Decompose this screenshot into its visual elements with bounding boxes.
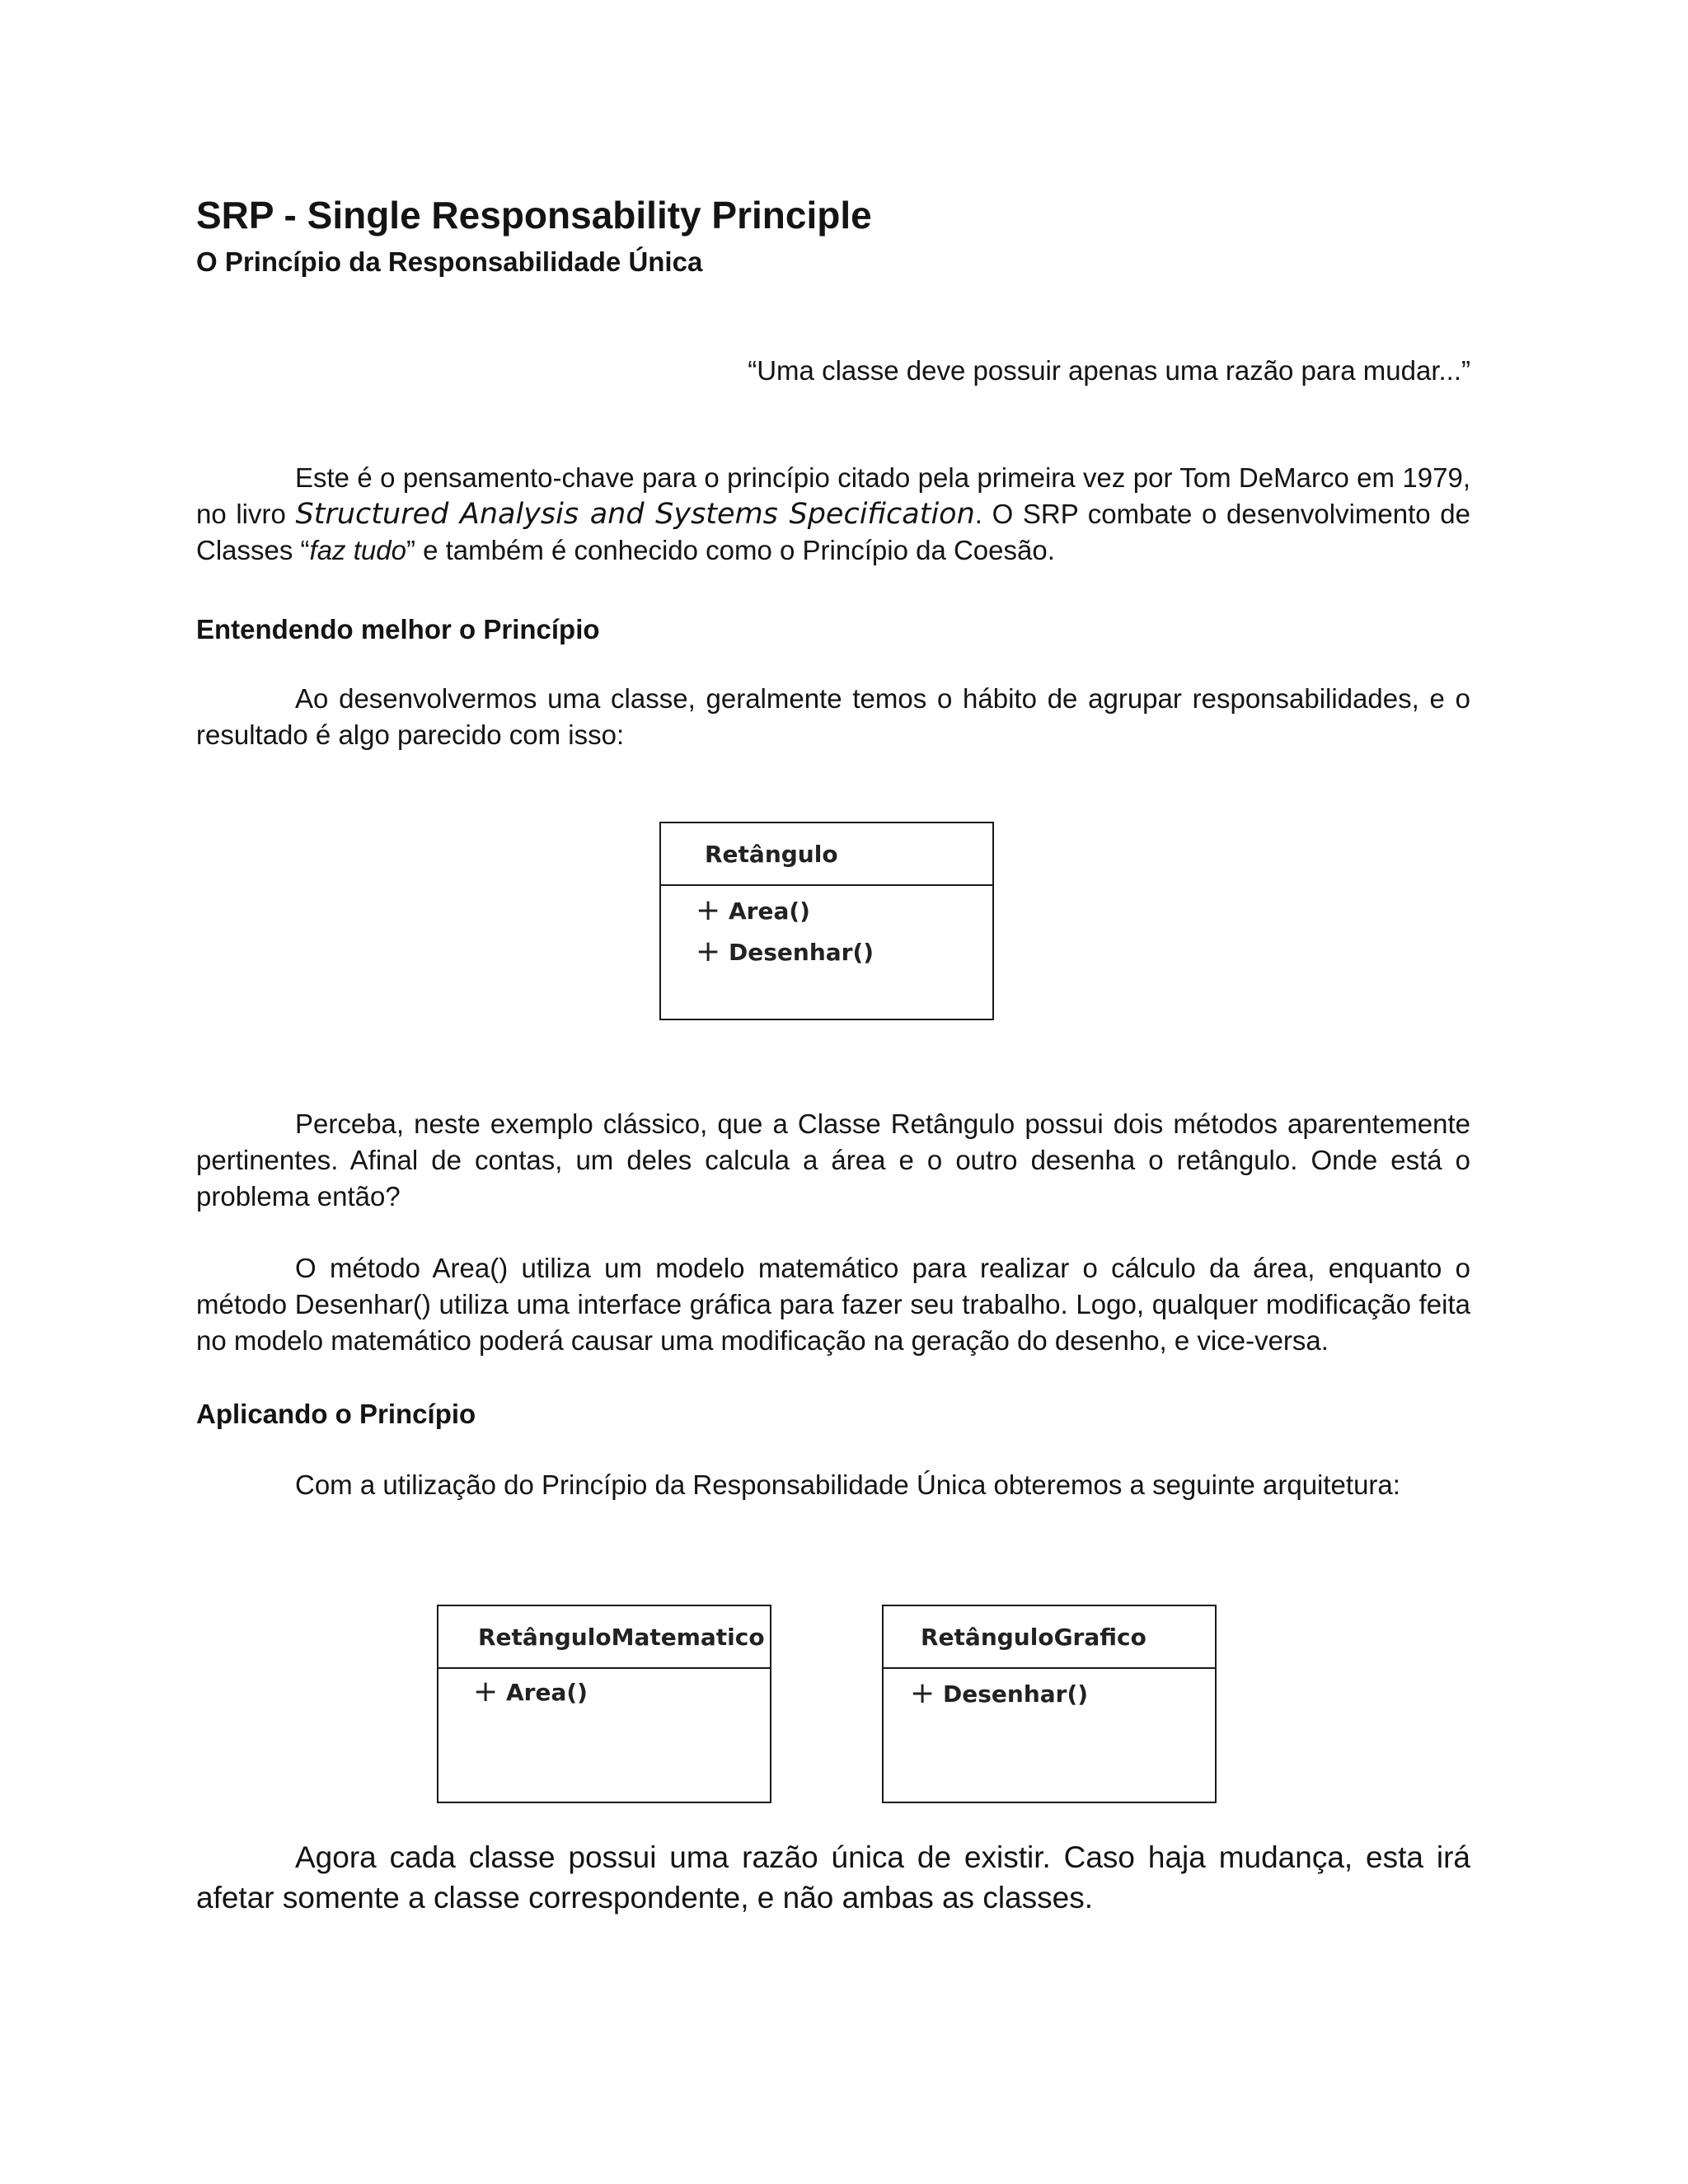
page-subtitle: O Princípio da Responsabilidade Única	[196, 246, 703, 277]
uml-operation-desenhar	[696, 937, 874, 967]
explanation-paragraph-2-text: O método Area() utiliza um modelo matemático para realizar o cálculo da área, enquanto o método Desenhar() utiliza uma interface gráfica para fazer seu trabalho. Logo, qualquer modificação feita no modelo matemático poderá causar uma modificação na geração do desenho, e vice-versa.	[196, 1253, 1470, 1356]
conclusion-paragraph	[196, 1837, 1470, 1918]
section2-paragraph	[196, 1467, 1470, 1503]
explanation-paragraph-1-text: Perceba, neste exemplo clássico, que a Classe Retângulo possui dois métodos aparentemente pertinentes. Afinal de contas, um deles calcula a área e o outro desenha o retângulo. Onde está o problema então?	[196, 1108, 1470, 1212]
uml-operation-label: Area()	[506, 1678, 588, 1706]
intro-emphasis: faz tudo	[309, 535, 406, 565]
uml-class-retangulo-grafico	[882, 1605, 1217, 1803]
uml-operation-label: Desenhar()	[943, 1680, 1089, 1708]
public-marker-icon: +	[473, 1675, 499, 1708]
section2-paragraph-text: Com a utilização do Princípio da Responsabilidade Única obteremos a seguinte arquitetura:	[295, 1469, 1400, 1500]
intro-paragraph	[196, 460, 1470, 569]
page-title: SRP - Single Responsability Principle	[196, 194, 872, 237]
uml-class-name: Retângulo	[661, 823, 992, 886]
section-heading-understanding: Entendendo melhor o Princípio	[196, 614, 600, 644]
uml-operation-label: Desenhar()	[729, 938, 874, 966]
intro-text-part1: Este é o pensamento-chave para o princípio citado pela primeira vez por Tom DeMarco em 1979, no livro	[196, 462, 1470, 529]
public-marker-icon: +	[910, 1676, 935, 1710]
uml-operation-area	[696, 893, 810, 927]
uml-class-name: RetânguloGrafico	[884, 1606, 1215, 1669]
intro-text-part3: ” e também é conhecido como o Princípio da Coesão.	[406, 535, 1055, 565]
uml-operation-label: Area()	[729, 897, 810, 925]
uml-class-name: RetânguloMatematico	[438, 1606, 770, 1669]
section1-paragraph-text: Ao desenvolvermos uma classe, geralmente temos o hábito de agrupar responsabilidades, e o resultado é algo parecido com isso:	[196, 683, 1470, 750]
uml-class-retangulo	[659, 822, 994, 1020]
book-title: Structured Analysis and Systems Specification	[295, 498, 975, 531]
conclusion-text: Agora cada classe possui uma razão única de existir. Caso haja mudança, esta irá afetar somente a classe correspondente, e não ambas as classes.	[196, 1840, 1470, 1915]
uml-operation-area	[473, 1677, 588, 1707]
section1-paragraph	[196, 681, 1470, 753]
uml-class-retangulo-matematico	[437, 1605, 771, 1803]
uml-operation-desenhar	[910, 1676, 1089, 1710]
public-marker-icon: +	[696, 893, 721, 927]
public-marker-icon: +	[696, 935, 721, 968]
explanation-paragraph-1	[196, 1106, 1470, 1215]
epigraph-quote: “Uma classe deve possuir apenas uma razão para mudar...”	[748, 355, 1470, 386]
intro-text-part2: . O SRP combate o desenvolvimento de Classes “	[196, 499, 1470, 565]
section-heading-applying: Aplicando o Princípio	[196, 1399, 476, 1429]
explanation-paragraph-2	[196, 1250, 1470, 1359]
